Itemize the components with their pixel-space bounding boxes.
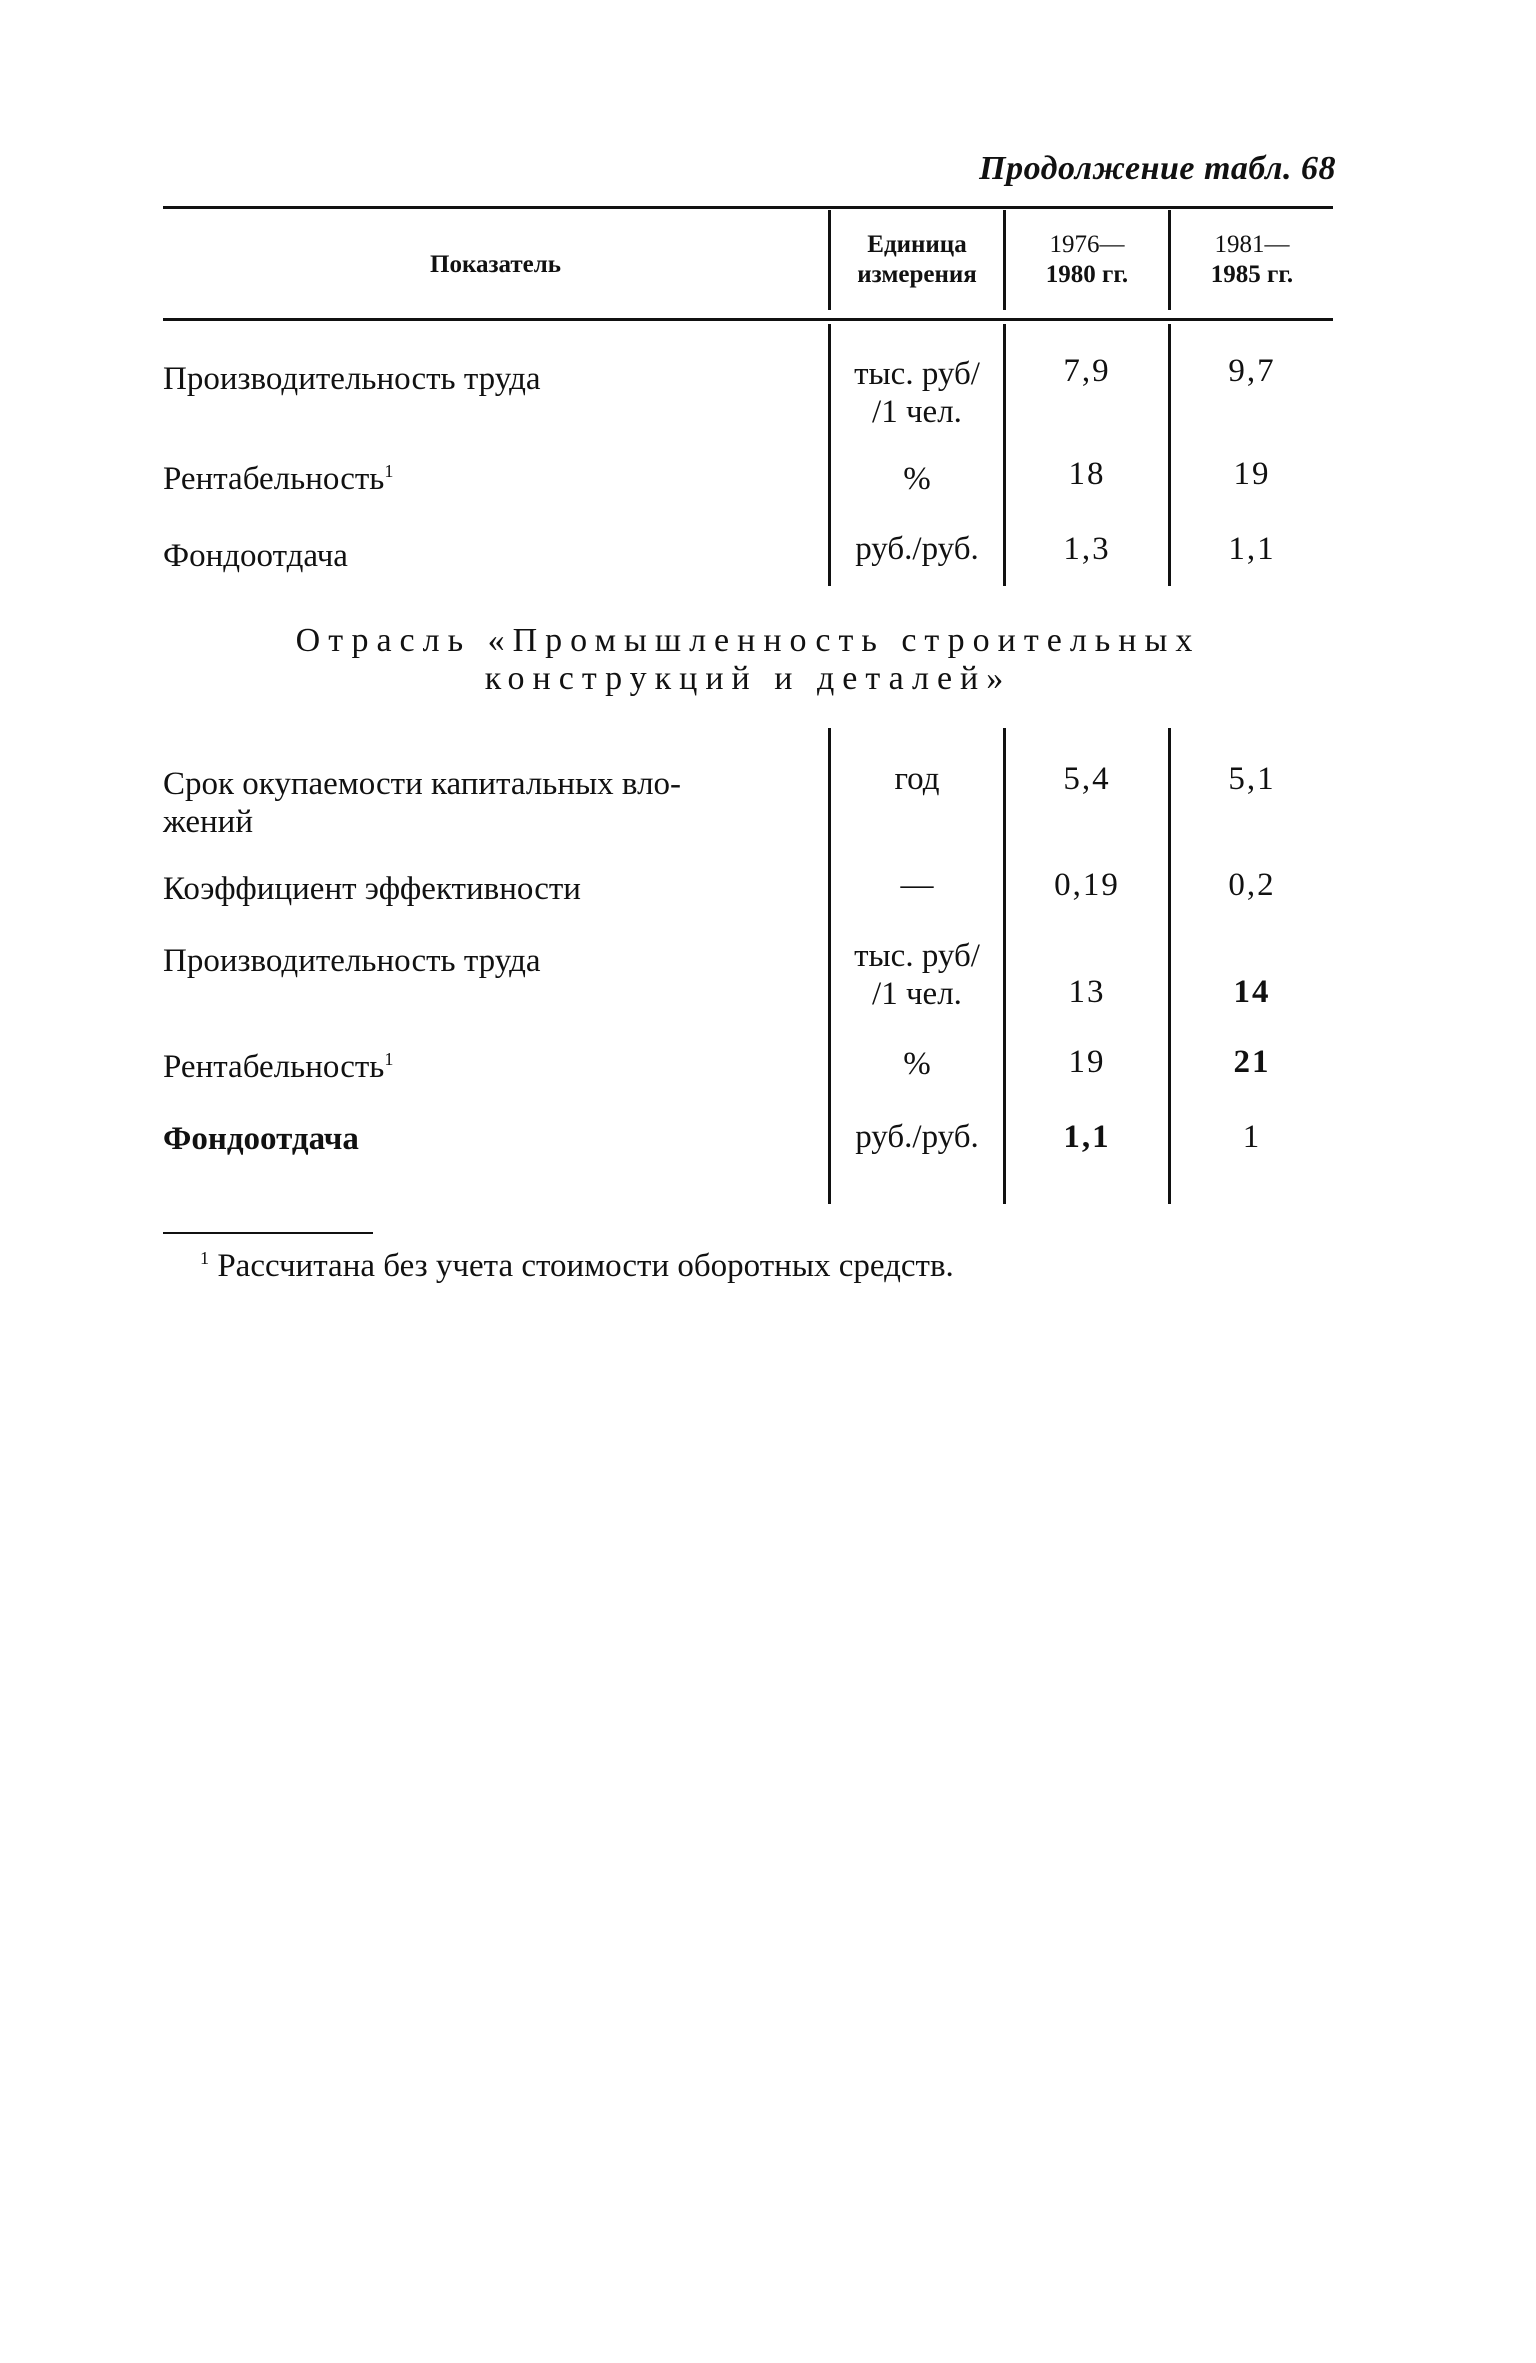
row-bottom-2-label: Коэффициент эффективности: [163, 871, 581, 907]
row-bottom-1-value-1: 5,4: [1063, 761, 1111, 797]
body-top-divider-2: [1003, 324, 1006, 586]
footnote-marker: 1: [200, 1248, 210, 1268]
row-top-3-value-2: 1,1: [1228, 531, 1276, 567]
row-top-1-unit-line2: /1 чел.: [872, 394, 962, 430]
row-bottom-3-unit: [832, 937, 1002, 1013]
section-heading-line2: конструкций и деталей»: [484, 660, 1012, 697]
row-top-2-label: [163, 460, 803, 498]
header-divider-2: [1003, 210, 1006, 310]
row-bottom-4-label-text: Рентабельность: [163, 1049, 385, 1085]
row-bottom-5-value-2: 1: [1242, 1119, 1262, 1155]
row-bottom-1-value-2: 5,1: [1228, 761, 1276, 797]
row-top-1-label: Производительность труда: [163, 361, 541, 397]
footnote-ref: 1: [384, 1049, 394, 1069]
body-top-divider-1: [828, 324, 831, 586]
row-top-1-unit: [832, 355, 1002, 431]
header-period-1-line1: 1976—: [1049, 231, 1125, 258]
row-top-2-label-text: Рентабельность: [163, 461, 385, 497]
row-top-1-unit-line1: тыс. руб/: [854, 356, 980, 392]
row-bottom-3-value-1: 13: [1068, 974, 1106, 1010]
row-top-2-value-1: 18: [1068, 456, 1106, 492]
row-bottom-4-label: [163, 1048, 803, 1086]
header-period-1-line2: 1980 гг.: [1045, 261, 1129, 288]
body-top-divider-3: [1168, 324, 1171, 586]
body-bottom-divider-1: [828, 728, 831, 1204]
row-top-3-label: Фондоотдача: [163, 538, 348, 574]
row-top-1-value-1: 7,9: [1063, 353, 1111, 389]
header-bottom-rule: [163, 318, 1333, 321]
row-top-2-value-2: 19: [1233, 456, 1271, 492]
row-bottom-1-label-line2: жений: [163, 804, 253, 840]
row-bottom-1-label: [163, 765, 803, 841]
row-bottom-4-unit: %: [903, 1046, 931, 1082]
row-bottom-3-unit-line2: /1 чел.: [872, 976, 962, 1012]
table-caption: Продолжение табл. 68: [979, 150, 1336, 187]
footnote-rule: [163, 1232, 373, 1234]
footnote-text: Рассчитана без учета стоимости оборотных средств.: [217, 1248, 954, 1284]
header-indicator: Показатель: [430, 251, 561, 278]
row-bottom-5-unit: руб./руб.: [855, 1119, 979, 1155]
header-divider-1: [828, 210, 831, 310]
header-unit: [832, 230, 1002, 290]
row-bottom-2-unit: —: [900, 867, 934, 903]
row-bottom-4-value-2: 21: [1233, 1044, 1271, 1080]
row-top-3-value-1: 1,3: [1063, 531, 1111, 567]
row-top-2-unit: %: [903, 461, 931, 497]
header-unit-line1: Единица: [867, 231, 967, 258]
row-bottom-2-value-1: 0,19: [1054, 867, 1120, 903]
footnote: [200, 1246, 954, 1286]
row-top-1-value-2: 9,7: [1228, 353, 1276, 389]
header-unit-line2: измерения: [857, 261, 977, 288]
row-bottom-2-value-2: 0,2: [1228, 867, 1276, 903]
header-period-2: [1172, 230, 1332, 290]
row-bottom-4-value-1: 19: [1068, 1044, 1106, 1080]
header-divider-3: [1168, 210, 1171, 310]
row-bottom-1-unit: год: [894, 761, 940, 797]
body-bottom-divider-3: [1168, 728, 1171, 1204]
header-period-2-line2: 1985 гг.: [1210, 261, 1294, 288]
row-bottom-5-label: Фондоотдача: [163, 1121, 359, 1157]
section-heading-line1: Отрасль «Промышленность строительных: [295, 622, 1201, 659]
body-bottom-divider-2: [1003, 728, 1006, 1204]
row-top-3-unit: руб./руб.: [855, 531, 979, 567]
header-period-1: [1007, 230, 1167, 290]
row-bottom-5-value-1: 1,1: [1063, 1119, 1111, 1155]
row-bottom-3-unit-line1: тыс. руб/: [854, 938, 980, 974]
table-top-rule: [163, 206, 1333, 209]
row-bottom-1-label-line1: Срок окупаемости капитальных вло-: [163, 766, 682, 802]
row-bottom-3-value-2: 14: [1233, 974, 1271, 1010]
row-bottom-3-label: Производительность труда: [163, 943, 541, 979]
footnote-ref: 1: [384, 461, 394, 481]
header-period-2-line1: 1981—: [1214, 231, 1290, 258]
